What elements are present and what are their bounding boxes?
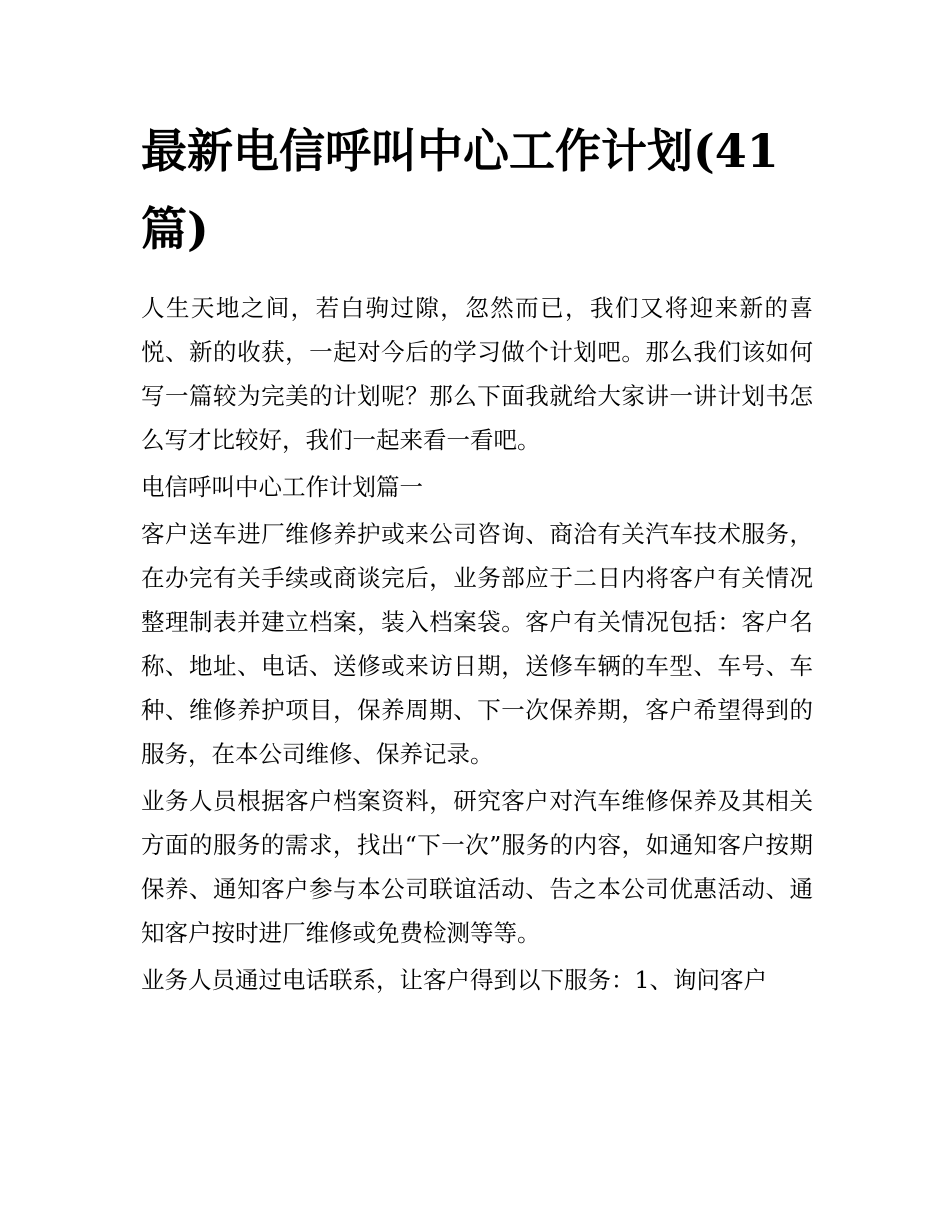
document-body	[141, 286, 813, 1002]
document-title: 最新电信呼叫中心工作计划(41篇)	[141, 124, 779, 256]
body-paragraph: 业务人员通过电话联系，让客户得到以下服务：1、询问客户	[141, 966, 767, 994]
body-paragraph: 业务人员根据客户档案资料，研究客户对汽车维修保养及其相关方面的服务的需求，找出“下一次”服务的内容，如通知客户按期保养、通知客户参与本公司联谊活动、告之本公司优惠活动、通知客户按时进厂维修或免费检测等等。	[141, 787, 813, 947]
section-heading: 电信呼叫中心工作计划篇一	[141, 473, 423, 501]
intro-paragraph: 人生天地之间，若白驹过隙，忽然而已，我们又将迎来新的喜悦、新的收获，一起对今后的学习做个计划吧。那么我们该如何写一篇较为完美的计划呢？那么下面我就给大家讲一讲计划书怎么写才比较好，我们一起来看一看吧。	[141, 294, 813, 454]
document-content	[141, 112, 813, 1002]
body-paragraph: 客户送车进厂维修养护或来公司咨询、商洽有关汽车技术服务，在办完有关手续或商谈完后，业务部应于二日内将客户有关情况整理制表并建立档案，装入档案袋。客户有关情况包括：客户名称、地址、电话、送修或来访日期，送修车辆的车型、车号、车种、维修养护项目，保养周期、下一次保养期，客户希望得到的服务，在本公司维修、保养记录。	[141, 520, 813, 768]
